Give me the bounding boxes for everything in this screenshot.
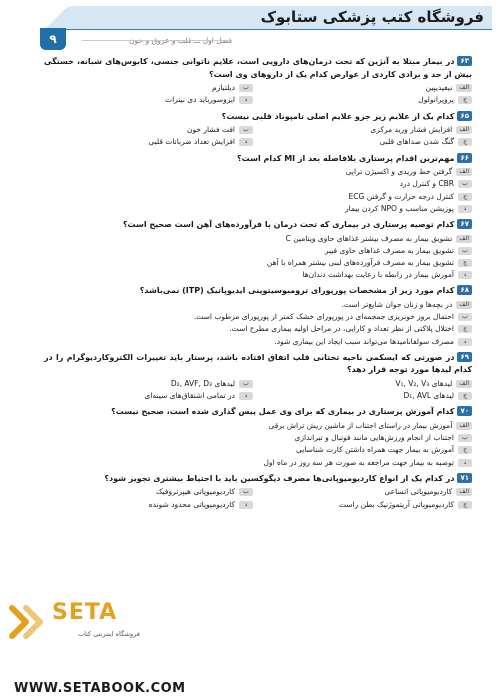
answer-option	[44, 124, 253, 136]
question-number-badge: ۷۰	[457, 406, 472, 416]
option-letter-badge: د	[239, 392, 253, 400]
option-letter-badge: ج	[458, 392, 472, 400]
option-letter-badge: د	[458, 271, 472, 279]
option-text: احتمال بروز خونریزی جمجمه‌ای در پورپورای خشک کمتر از پورپورای مرطوب است.	[193, 312, 454, 322]
option-text: کاردیومیوپاتی اتساعی	[384, 487, 453, 497]
answer-option	[44, 257, 472, 269]
answer-option	[263, 486, 472, 498]
option-text: افزایش فشار ورید مرکزی	[370, 125, 453, 135]
page-title: فروشگاه کتب پزشکی ستابوک	[260, 8, 484, 26]
watermark-tagline: فروشگاه اینترنتی کتاب	[78, 630, 140, 638]
option-letter-badge: الف	[456, 168, 472, 176]
answer-options	[44, 233, 472, 282]
option-text: دیلتیازم	[212, 83, 235, 93]
answer-option	[44, 203, 472, 215]
option-text: اختلال پلاکتی از نظر تعداد و کارایی، در مراحل اولیه بیماری مطرح است.	[229, 324, 454, 334]
option-letter-badge: ب	[239, 488, 253, 496]
arrow-logo-icon	[8, 604, 48, 640]
option-text: توصیه به بیمار جهت مراجعه به صورت هر سه روز در ماه اول	[263, 457, 454, 467]
answer-options	[44, 299, 472, 348]
option-letter-badge: ج	[458, 259, 472, 267]
answer-option	[263, 390, 472, 402]
option-text: در تمامی اشتقاق‌های سینه‌ای	[144, 391, 235, 401]
answer-option	[44, 444, 472, 456]
question-number-badge: ۶۶	[457, 153, 472, 163]
option-text: گرفتن خط وریدی و اکسیژن تراپی	[345, 167, 453, 177]
answer-option	[263, 124, 472, 136]
header-divider	[82, 40, 232, 41]
option-text: مصرف سولفانامیدها می‌تواند سبب ایجاد این بیماری شود.	[274, 336, 454, 346]
option-text: لیدهای D₁, AVL	[403, 391, 454, 401]
answer-option	[44, 136, 253, 148]
option-text: نیفیدیپین	[425, 83, 453, 93]
question-text: کدام توصیه پرستاری در بیماری که تحت درمان با فرآورده‌های آهن است صحیح است؟	[122, 220, 455, 229]
option-letter-badge: ب	[458, 434, 472, 442]
option-text: افت فشار خون	[186, 125, 235, 135]
answer-option	[44, 233, 472, 245]
option-letter-badge: الف	[456, 126, 472, 134]
question-stem	[44, 285, 472, 298]
option-letter-badge: ج	[458, 96, 472, 104]
answer-option	[44, 390, 253, 402]
answer-option	[44, 178, 472, 190]
question-text: در کدام یک از انواع کاردیومیوپاتی‌ها مصرف دیگوکسین باید با احتیاط بیشتری تجویز شود؟	[104, 473, 455, 483]
option-text: کاردیومیوپاتی محدود شونده	[148, 499, 235, 509]
answer-options	[44, 378, 472, 402]
option-letter-badge: الف	[456, 422, 472, 430]
answer-options	[44, 82, 472, 106]
option-letter-badge: ب	[458, 180, 472, 188]
question-text: کدام یک از علایم زیر جزو علایم اصلی تامپوناد قلبی نیست؟	[221, 111, 455, 121]
watermark-logo-text: SETA	[52, 600, 118, 625]
option-text: آموزش به بیمار جهت همراه داشتن کارت شناسایی	[295, 445, 454, 455]
option-letter-badge: د	[458, 459, 472, 467]
answer-option	[44, 311, 472, 323]
footer-url: WWW.SETABOOK.COM	[14, 681, 186, 696]
option-letter-badge: الف	[456, 301, 472, 309]
option-text: لیدهای V₁, V₂, V₃	[395, 379, 453, 388]
question-item	[44, 473, 472, 511]
question-stem	[44, 473, 472, 486]
answer-option	[263, 378, 472, 390]
option-letter-badge: د	[239, 96, 253, 104]
answer-option	[44, 336, 472, 348]
answer-option	[263, 94, 472, 106]
answer-options	[44, 124, 472, 148]
question-number-badge: ۶۷	[457, 219, 472, 229]
answer-option	[44, 457, 472, 469]
question-text: در صورتی که ایسکمی ناحیه تحتانی قلب اتفاق افتاده باشد، پرستار باید تغییرات الکتروکاردیوگرام را در کدام لیدها مورد توجه قرار دهد؟	[44, 352, 472, 375]
option-letter-badge: ب	[239, 126, 253, 134]
answer-option	[44, 191, 472, 203]
question-item	[44, 406, 472, 468]
question-item	[44, 285, 472, 347]
option-letter-badge: ج	[458, 325, 472, 333]
question-item	[44, 56, 472, 107]
option-letter-badge: ب	[239, 380, 253, 388]
answer-option	[44, 299, 472, 311]
option-text: تشویق بیمار به مصرف بیشتر غذاهای حاوی ویتامین C	[285, 233, 453, 243]
option-text: کاردیومیوپاتی هیپرتروفیک	[155, 487, 235, 497]
answer-option	[44, 82, 253, 94]
answer-option	[44, 94, 253, 106]
option-text: اجتناب از انجام ورزش‌هایی مانند فوتبال و تیراندازی	[294, 433, 454, 443]
question-number-badge: ۶۸	[457, 285, 472, 295]
question-text: کدام مورد زیر از مشخصات پورپورای ترومبوسیتوپنی ایدیوپاتیک (ITP) نمی‌باشد؟	[139, 286, 455, 296]
question-text: مهم‌ترین اقدام پرستاری بلافاصله بعد از MI کدام است؟	[237, 153, 455, 163]
option-text: لیدهای D₂, AVF, D₃	[170, 379, 235, 388]
option-text: تشویق بیمار به مصرف غذاهای حاوی فیبر	[324, 245, 454, 255]
question-item	[44, 111, 472, 149]
option-letter-badge: د	[239, 138, 253, 146]
option-text: پروپرانولول	[418, 95, 454, 105]
questions-container	[44, 56, 472, 515]
page-header	[0, 0, 500, 50]
answer-option	[44, 420, 472, 432]
option-letter-badge: ج	[458, 138, 472, 146]
option-text: آموزش بیمار در رابطه با رعایت بهداشت دندان‌ها	[302, 270, 454, 280]
answer-options	[44, 166, 472, 215]
question-stem	[44, 219, 472, 232]
option-text: در بچه‌ها و زنان جوان شایع‌تر است.	[341, 300, 453, 309]
answer-option	[44, 245, 472, 257]
option-letter-badge: الف	[456, 488, 472, 496]
setabook-watermark	[8, 598, 178, 646]
option-letter-badge: ج	[458, 193, 472, 201]
option-letter-badge: د	[239, 501, 253, 509]
question-stem	[44, 406, 472, 419]
option-letter-badge: ج	[458, 446, 472, 454]
option-letter-badge: ب	[458, 313, 472, 321]
question-number-badge: ۶۳	[457, 56, 472, 66]
option-text: آموزش بیمار در راستای اجتناب از ماشین ریش تراش برقی	[268, 421, 453, 430]
question-number-badge: ۷۱	[457, 473, 472, 483]
page-number: ۹	[40, 28, 66, 50]
answer-option	[263, 82, 472, 94]
answer-option	[44, 269, 472, 281]
question-stem	[44, 352, 472, 377]
question-text: کدام آموزش پرستاری در بیماری که برای وی عمل پیس گذاری شده است، صحیح نیست؟	[111, 407, 455, 417]
option-text: کنترل درجه حرارت و گرفتن ECG	[348, 191, 454, 201]
question-number-badge: ۶۹	[457, 352, 472, 362]
option-text: گنگ شدن صداهای قلبی	[379, 137, 454, 147]
option-letter-badge: ب	[458, 247, 472, 255]
option-letter-badge: د	[458, 205, 472, 213]
answer-option	[263, 136, 472, 148]
option-letter-badge: الف	[456, 235, 472, 243]
question-text: در بیمار مبتلا به آنژین که تحت درمان‌های دارویی است، علایم ناتوانی جنسی، کابوس‌های شبانه، خستگی بیش از حد و برادی کاردی از عوارض کدام یک از داروهای وی است؟	[44, 57, 472, 79]
answer-options	[44, 420, 472, 469]
question-stem	[44, 56, 472, 81]
question-item	[44, 153, 472, 215]
answer-option	[44, 486, 253, 498]
answer-option	[44, 378, 253, 390]
answer-option	[44, 499, 253, 511]
option-text: کاردیومیوپاتی آریتموژنیک بطن راست	[338, 499, 454, 509]
answer-option	[263, 499, 472, 511]
answer-options	[44, 486, 472, 510]
option-text: تشویق بیمار به مصرف فرآورده‌های لبنی بیشتر همراه با آهن	[266, 258, 454, 267]
option-letter-badge: ج	[458, 501, 472, 509]
option-text: افزایش تعداد ضربانات قلبی	[148, 137, 235, 147]
option-letter-badge: د	[458, 338, 472, 346]
question-item	[44, 219, 472, 281]
option-letter-badge: الف	[456, 84, 472, 92]
option-letter-badge: ب	[239, 84, 253, 92]
option-text: پوزیشن مناسب و NPO کردن بیمار	[344, 203, 454, 213]
option-letter-badge: الف	[456, 380, 472, 388]
question-number-badge: ۶۵	[457, 111, 472, 121]
answer-option	[44, 166, 472, 178]
question-item	[44, 352, 472, 403]
option-text: CBR و کنترل درد	[399, 179, 454, 189]
option-text: ایزوسورباید دی نیترات	[165, 95, 235, 105]
question-stem	[44, 111, 472, 124]
question-stem	[44, 153, 472, 166]
answer-option	[44, 432, 472, 444]
answer-option	[44, 323, 472, 335]
